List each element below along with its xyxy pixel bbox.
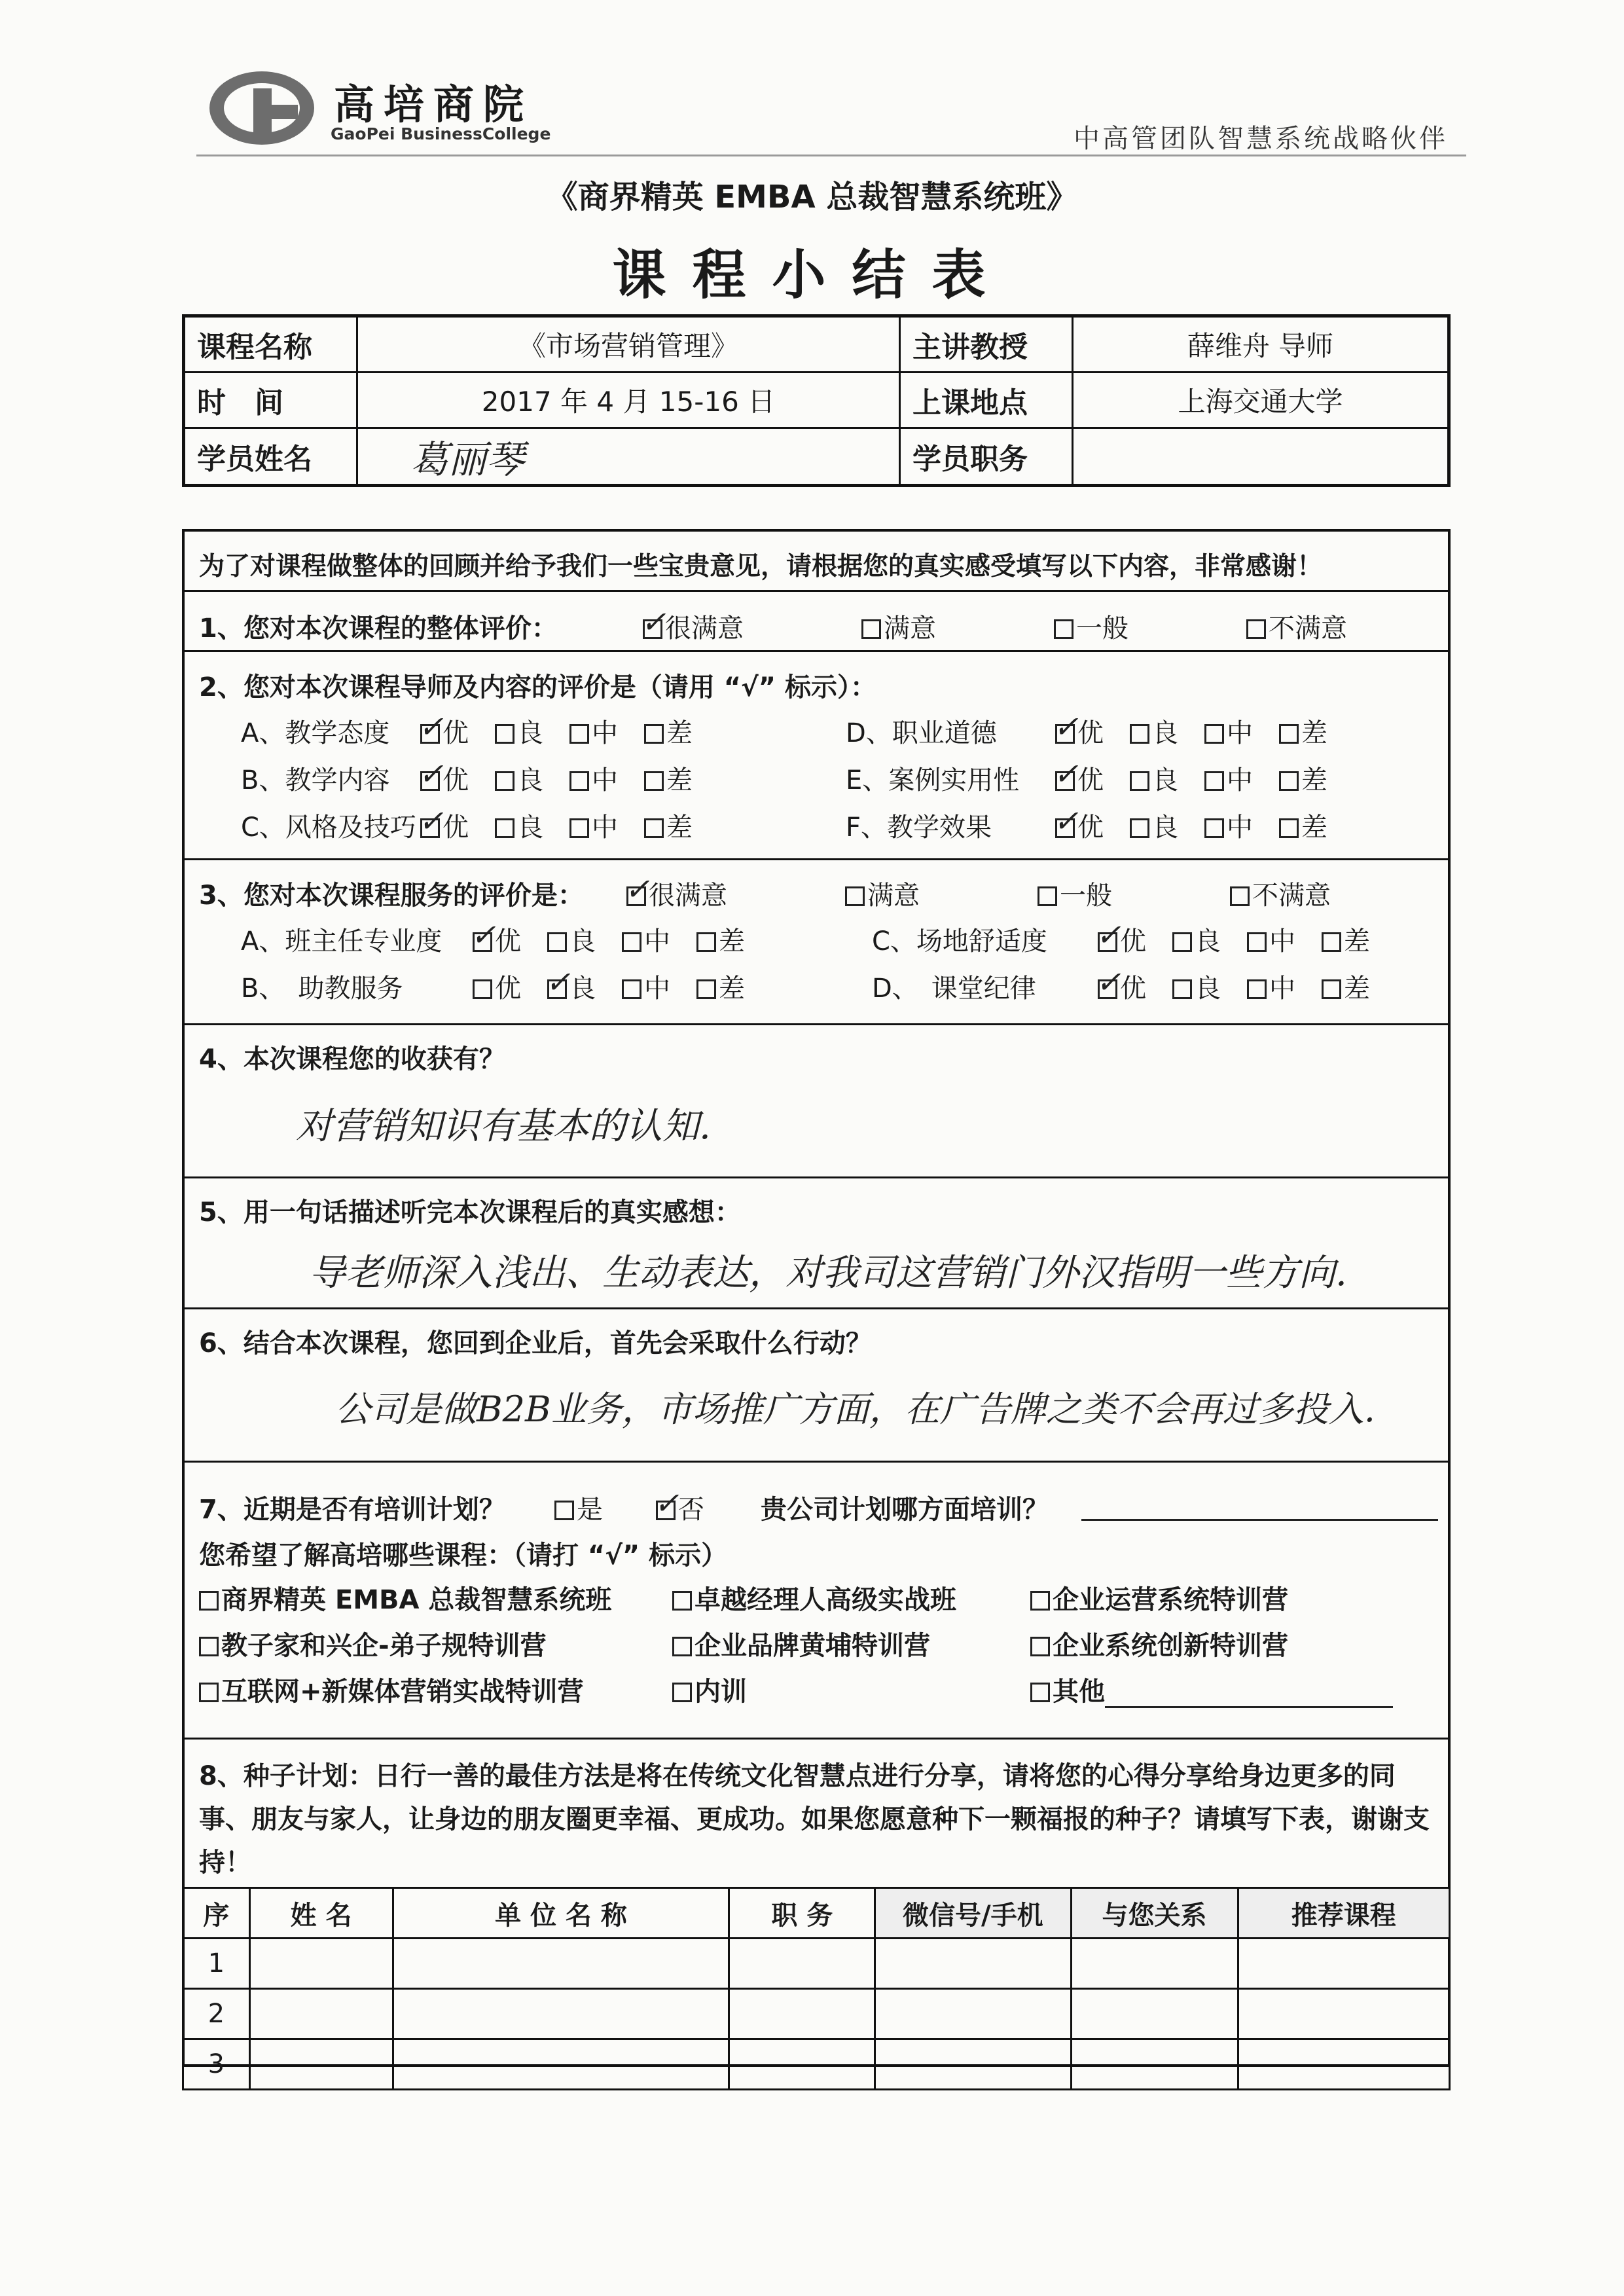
q1-section (185, 592, 1448, 652)
q3rows-right-0-grade-3[interactable] (1322, 926, 1370, 957)
q3rows-left-0-grade-1-label: 良 (569, 926, 596, 957)
q2rows-left-0-grade-2[interactable] (569, 718, 618, 748)
q3rows-right-1-grade-2[interactable] (1247, 974, 1295, 1004)
q3rows-left-label-0: A、班主任专业度 (241, 926, 442, 957)
seed-table-row (183, 2039, 1450, 2090)
q3rows-right-0-grade-2-label: 中 (1269, 926, 1295, 957)
course-option-2-0[interactable] (199, 1671, 584, 1708)
q2rows-right-0-grade-1-checkbox[interactable] (1130, 724, 1149, 744)
q2rows-left-0-grade-0-label: 优 (442, 718, 469, 748)
q5-label: 5、用一句话描述听完本次课程后的真实感想： (199, 1197, 741, 1228)
q8-text: 8、种子计划：日行一善的最佳方法是将在传统文化智慧点进行分享，请将您的心得分享给身边更多的同事、朋友与家人，让身边的朋友圈更幸福、更成功。如果您愿意种下一颗福报的种子？请填写下表，谢谢支持！ (199, 1761, 1430, 1878)
seed-cell[interactable] (1071, 2039, 1238, 2090)
q1opts-option-0[interactable] (643, 613, 744, 644)
q2rows-left-2-grade-2[interactable] (569, 812, 618, 843)
seed-cell[interactable] (249, 1989, 393, 2039)
q2rows-left-0-grade-1[interactable] (495, 718, 543, 748)
seed-row-number: 3 (183, 2039, 250, 2090)
course-checkbox-0-0[interactable] (199, 1591, 219, 1611)
q2rows-left-2-grade-0[interactable] (420, 812, 469, 843)
q2rows-right-0-grade-1[interactable] (1130, 718, 1178, 748)
q2rows-right-2-grade-1-label: 良 (1152, 812, 1178, 843)
q2rows-left-1-grade-2-checkbox[interactable] (569, 771, 589, 791)
q2rows-left-0-grade-0-checkbox[interactable] (420, 724, 440, 744)
q3rows-left-1-grade-0-label: 优 (495, 974, 521, 1004)
q2rows-left-0-grade-3-label: 差 (666, 718, 693, 748)
q2rows-left-1-grade-1[interactable] (495, 765, 543, 795)
q3rows-left-0-grade-2-label: 中 (644, 926, 670, 957)
q3rows-right-1-grade-2-label: 中 (1269, 974, 1295, 1004)
q1-options (643, 608, 1465, 645)
q2rows-right-2-grade-3[interactable] (1279, 812, 1327, 843)
seed-header-6: 推荐课程 (1238, 1888, 1449, 1939)
course-option-0-1[interactable] (672, 1579, 956, 1616)
q2rows-left-0-grade-3-checkbox[interactable] (644, 724, 664, 744)
q2rows-right-1-grade-3-checkbox[interactable] (1279, 771, 1299, 791)
q2-label: 2、您对本次课程导师及内容的评价是（请用 “√” 标示）： (199, 672, 876, 702)
q2rows-right-1-grade-3-label: 差 (1301, 765, 1327, 795)
course-label-2-0: 互联网+新媒体营销实战特训营 (221, 1677, 584, 1707)
seed-cell[interactable] (875, 1939, 1071, 1989)
q1opts-option-2-label: 一般 (1076, 613, 1128, 644)
course-label-0-0: 商界精英 EMBA 总裁智慧系统班 (221, 1585, 612, 1615)
q3rows-right-0-grade-0-checkbox[interactable] (1098, 932, 1117, 952)
seed-header-5: 与您关系 (1071, 1888, 1238, 1939)
q3rows-left-0-grade-1-checkbox[interactable] (547, 932, 567, 952)
q1-label: 1、您对本次课程的整体评价： (199, 613, 558, 644)
q3rows-right-0-grade-1-checkbox[interactable] (1172, 932, 1192, 952)
q2rows-left-1-grade-0[interactable] (420, 765, 469, 795)
q3rows-left-1-grade-3[interactable] (696, 974, 745, 1004)
q2rows-right-1-grade-2-checkbox[interactable] (1204, 771, 1224, 791)
q4-answer[interactable]: 对营销知识有基本的认知. (296, 1105, 711, 1148)
q7-company-blank[interactable] (1081, 1489, 1438, 1521)
course-label-1-1: 企业品牌黄埔特训营 (695, 1631, 930, 1661)
q2rows-left-0-grade-0[interactable] (420, 718, 469, 748)
q3rows-right-0-grade-1[interactable] (1172, 926, 1221, 957)
seed-table-header (183, 1888, 1450, 1939)
q2rows-right-1-grade-0[interactable] (1055, 765, 1104, 795)
course-checkbox-2-0[interactable] (199, 1683, 219, 1702)
q2rows-left-grades-1 (420, 759, 719, 797)
q3rows-left-grades-0 (473, 920, 771, 958)
q5-answer[interactable]: 导老师深入浅出、生动表达，对我司这营销门外汉指明一些方向. (309, 1252, 1347, 1294)
q2rows-left-2-grade-0-label: 优 (442, 812, 469, 843)
q3rows-right-1-grade-0-label: 优 (1120, 974, 1146, 1004)
q2rows-left-label-2: C、风格及技巧 (241, 812, 416, 843)
q3rows-right-0-grade-0-label: 优 (1120, 926, 1146, 957)
q2rows-left-0-grade-1-checkbox[interactable] (495, 724, 514, 744)
course-info-table (182, 314, 1451, 487)
q2rows-left-1-grade-3-checkbox[interactable] (644, 771, 664, 791)
course-checkbox-2-1[interactable] (672, 1683, 692, 1702)
position-value[interactable] (1073, 428, 1449, 486)
time-value[interactable]: 2017 年 4 月 15-16 日 (357, 373, 900, 428)
q2rows-left-0-grade-2-checkbox[interactable] (569, 724, 589, 744)
q1opts-option-3-checkbox[interactable] (1246, 619, 1266, 639)
seed-cell[interactable] (875, 2039, 1071, 2090)
q2rows-right-2-grade-0-checkbox[interactable] (1055, 818, 1075, 838)
q2rows-right-1-grade-2[interactable] (1204, 765, 1253, 795)
q3rows-right-0-grade-3-label: 差 (1344, 926, 1370, 957)
student-name-value[interactable]: 葛丽琴 (357, 428, 900, 486)
seed-cell[interactable] (729, 1989, 875, 2039)
q2rows-left-2-grade-3[interactable] (644, 812, 693, 843)
q2rows-left-1-grade-0-label: 优 (442, 765, 469, 795)
q3opts-option-2[interactable] (1038, 881, 1112, 911)
q2rows-right-2-grade-2-checkbox[interactable] (1204, 818, 1224, 838)
q6-answer[interactable]: 公司是做B2B业务，市场推广方面，在广告牌之类不会再过多投入. (335, 1389, 1375, 1430)
q2rows-right-label-1: E、案例实用性 (846, 765, 1020, 795)
q1opts-option-3[interactable] (1246, 613, 1347, 644)
q2rows-right-1-grade-1[interactable] (1130, 765, 1178, 795)
q2rows-right-1-grade-1-checkbox[interactable] (1130, 771, 1149, 791)
seed-cell[interactable] (393, 2039, 729, 2090)
seed-row-number: 1 (183, 1939, 250, 1989)
seed-cell[interactable] (393, 1939, 729, 1989)
q2rows-right-0-grade-3[interactable] (1279, 718, 1327, 748)
q2rows-left-2-grade-3-checkbox[interactable] (644, 818, 664, 838)
q3rows-right-1-grade-3[interactable] (1322, 974, 1370, 1004)
q3rows-right-1-grade-2-checkbox[interactable] (1247, 979, 1267, 999)
seed-header-0: 序 (183, 1888, 250, 1939)
seed-cell[interactable] (249, 2039, 393, 2090)
q2rows-left-1-grade-0-checkbox[interactable] (420, 771, 440, 791)
course-checkbox-0-1[interactable] (672, 1591, 692, 1611)
q3-section (185, 860, 1448, 1025)
student-name-label: 学员姓名 (184, 428, 357, 486)
q2rows-left-2-grade-2-checkbox[interactable] (569, 818, 589, 838)
q2rows-right-0-grade-0[interactable] (1055, 718, 1104, 748)
q3rows-left-0-grade-0-checkbox[interactable] (473, 932, 492, 952)
q3rows-right-1-grade-1-label: 良 (1195, 974, 1221, 1004)
q1opts-option-0-checkbox[interactable] (643, 619, 662, 639)
q3rows-left-grades-1 (473, 968, 771, 1005)
q3opts-option-1-label: 满意 (867, 881, 920, 911)
course-option-0-2[interactable] (1030, 1579, 1288, 1616)
q2rows-right-0-grade-0-label: 优 (1077, 718, 1104, 748)
q2rows-right-label-2: F、教学效果 (846, 812, 992, 843)
seed-cell[interactable] (729, 1939, 875, 1989)
q2-section (185, 652, 1448, 860)
q1opts-option-3-label: 不满意 (1269, 613, 1347, 644)
q3rows-left-1-grade-0-checkbox[interactable] (473, 979, 492, 999)
seed-header-1: 姓 名 (249, 1888, 393, 1939)
course-name-value[interactable]: 《市场营销管理》 (357, 316, 900, 373)
course-option-1-1[interactable] (672, 1625, 930, 1662)
q3rows-right-0-grade-1-label: 良 (1195, 926, 1221, 957)
course-label-2-2: 其他 (1053, 1677, 1105, 1707)
q2rows-left-1-grade-3-label: 差 (666, 765, 693, 795)
q2rows-right-0-grade-1-label: 良 (1152, 718, 1178, 748)
q3rows-left-1-grade-0[interactable] (473, 974, 521, 1004)
q2rows-left-2-grade-2-label: 中 (592, 812, 618, 843)
q7-company-label: 贵公司计划哪方面培训？ (761, 1495, 1049, 1525)
course-label-0-1: 卓越经理人高级实战班 (695, 1585, 956, 1615)
q2rows-right-1-grade-0-checkbox[interactable] (1055, 771, 1075, 791)
q3rows-left-1-grade-1[interactable] (547, 974, 596, 1004)
q2rows-left-1-grade-3[interactable] (644, 765, 693, 795)
seed-cell[interactable] (729, 2039, 875, 2090)
q6-section (185, 1309, 1448, 1463)
course-label-0-2: 企业运营系统特训营 (1053, 1585, 1288, 1615)
q3rows-left-0-grade-3[interactable] (696, 926, 745, 957)
seed-cell[interactable] (1238, 2039, 1449, 2090)
course-option-2-1[interactable] (672, 1671, 747, 1708)
seed-cell[interactable] (875, 1989, 1071, 2039)
seed-header-3: 职 务 (729, 1888, 875, 1939)
q2rows-right-grades-1 (1055, 759, 1354, 797)
q3rows-left-1-grade-3-checkbox[interactable] (696, 979, 716, 999)
seed-header-2: 单 位 名 称 (393, 1888, 729, 1939)
q2rows-left-2-grade-1-checkbox[interactable] (495, 818, 514, 838)
q7-yes-option[interactable] (554, 1489, 603, 1526)
q3opts-option-0-checkbox[interactable] (626, 886, 646, 906)
q1opts-option-2[interactable] (1054, 613, 1128, 644)
seed-cell[interactable] (1238, 1939, 1449, 1989)
q3rows-right-1-grade-3-checkbox[interactable] (1322, 979, 1341, 999)
q2rows-left-0-grade-2-label: 中 (592, 718, 618, 748)
college-logo (206, 69, 317, 147)
q2rows-right-0-grade-0-checkbox[interactable] (1055, 724, 1075, 744)
course-option-0-0[interactable] (199, 1579, 611, 1616)
q2rows-left-2-grade-1-label: 良 (517, 812, 543, 843)
q3rows-right-1-grade-1-checkbox[interactable] (1172, 979, 1192, 999)
course-label-1-2: 企业系统创新特训营 (1053, 1631, 1288, 1661)
header-divider (196, 155, 1466, 156)
q7-courses-label: 您希望了解高培哪些课程：（请打 “√” 标示） (199, 1540, 728, 1571)
q3opts-option-1[interactable] (845, 881, 920, 911)
course-label-1-0: 教子家和兴企-弟子规特训营 (221, 1631, 547, 1661)
q3rows-left-1-grade-3-label: 差 (719, 974, 745, 1004)
q3opts-option-3-checkbox[interactable] (1230, 886, 1250, 906)
seed-cell[interactable] (249, 1939, 393, 1989)
program-title: 《商界精英 EMBA 总裁智慧系统班》 (546, 179, 1078, 215)
q2rows-left-1-grade-2-label: 中 (592, 765, 618, 795)
q3opts-option-3-label: 不满意 (1252, 881, 1331, 911)
seed-row-number: 2 (183, 1989, 250, 2039)
seed-cell[interactable] (393, 1989, 729, 2039)
q5-section (185, 1178, 1448, 1309)
course-option-2-2[interactable] (1030, 1671, 1393, 1708)
q2rows-right-2-grade-2[interactable] (1204, 812, 1253, 843)
q3rows-left-1-grade-2-checkbox[interactable] (622, 979, 641, 999)
q7-yes-label: 是 (577, 1495, 603, 1525)
intro-text: 为了对课程做整体的回顾并给予我们一些宝贵意见，请根据您的真实感受填写以下内容，非常感谢！ (199, 552, 1323, 581)
q6-label: 6、结合本次课程，您回到企业后，首先会采取什么行动？ (199, 1328, 872, 1358)
other-course-blank[interactable] (1105, 1680, 1393, 1708)
location-value[interactable]: 上海交通大学 (1073, 373, 1449, 428)
q3-options (626, 875, 1449, 912)
q2rows-right-2-grade-1[interactable] (1130, 812, 1178, 843)
q3rows-left-1-grade-2-label: 中 (644, 974, 670, 1004)
q3opts-option-2-label: 一般 (1060, 881, 1112, 911)
q3rows-right-label-0: C、场地舒适度 (872, 926, 1047, 957)
q2rows-right-1-grade-1-label: 良 (1152, 765, 1178, 795)
q2rows-left-0-grade-3[interactable] (644, 718, 693, 748)
q2rows-right-2-grade-0[interactable] (1055, 812, 1104, 843)
q2rows-left-1-grade-1-label: 良 (517, 765, 543, 795)
q2rows-left-2-grade-1[interactable] (495, 812, 543, 843)
course-option-1-2[interactable] (1030, 1625, 1288, 1662)
q7-no-checkbox[interactable] (656, 1501, 676, 1520)
q3rows-right-1-grade-0-checkbox[interactable] (1098, 979, 1117, 999)
q2rows-left-1-grade-2[interactable] (569, 765, 618, 795)
q3rows-left-0-grade-2-checkbox[interactable] (622, 932, 641, 952)
q3opts-option-1-checkbox[interactable] (845, 886, 865, 906)
intro-section (185, 532, 1448, 592)
seed-cell[interactable] (1238, 1989, 1449, 2039)
course-name-label: 课程名称 (184, 316, 357, 373)
professor-label: 主讲教授 (900, 316, 1073, 373)
q3rows-left-0-grade-2[interactable] (622, 926, 670, 957)
q7-no-option[interactable] (656, 1489, 704, 1526)
q2rows-right-label-0: D、职业道德 (846, 718, 997, 748)
q3rows-right-0-grade-3-checkbox[interactable] (1322, 932, 1341, 952)
course-checkbox-1-1[interactable] (672, 1637, 692, 1656)
q3rows-left-0-grade-1[interactable] (547, 926, 596, 957)
q2rows-right-2-grade-1-checkbox[interactable] (1130, 818, 1149, 838)
q7-section (185, 1463, 1448, 1740)
q3opts-option-0-label: 很满意 (649, 881, 727, 911)
q2rows-right-1-grade-3[interactable] (1279, 765, 1327, 795)
professor-value[interactable]: 薛维舟 导师 (1073, 316, 1449, 373)
tagline: 中高管团队智慧系统战略伙伴 (1074, 124, 1448, 154)
q2rows-right-1-grade-2-label: 中 (1227, 765, 1253, 795)
course-checkbox-1-2[interactable] (1030, 1637, 1050, 1656)
q2rows-right-2-grade-3-label: 差 (1301, 812, 1327, 843)
q2rows-right-grades-2 (1055, 807, 1354, 844)
seed-header-4: 微信号/手机 (875, 1888, 1071, 1939)
q2rows-right-grades-0 (1055, 712, 1354, 750)
q2rows-left-label-1: B、教学内容 (241, 765, 390, 795)
q7-yes-checkbox[interactable] (554, 1501, 574, 1520)
q4-label: 4、本次课程您的收获有？ (199, 1044, 505, 1074)
q2rows-right-2-grade-3-checkbox[interactable] (1279, 818, 1299, 838)
seed-cell[interactable] (1071, 1939, 1238, 1989)
course-checkbox-2-2[interactable] (1030, 1683, 1050, 1702)
form-title: 课程小结表 (612, 244, 1012, 306)
q3rows-left-label-1: B、 助教服务 (241, 974, 403, 1004)
q2rows-right-0-grade-3-label: 差 (1301, 718, 1327, 748)
q1opts-option-1[interactable] (861, 613, 936, 644)
q2rows-left-label-0: A、教学态度 (241, 718, 390, 748)
q1opts-option-0-label: 很满意 (665, 613, 744, 644)
q2rows-left-2-grade-3-label: 差 (666, 812, 693, 843)
q3rows-right-1-grade-0[interactable] (1098, 974, 1146, 1004)
q2rows-right-0-grade-3-checkbox[interactable] (1279, 724, 1299, 744)
q2rows-right-2-grade-2-label: 中 (1227, 812, 1253, 843)
location-label: 上课地点 (900, 373, 1073, 428)
position-label: 学员职务 (900, 428, 1073, 486)
seed-table-row (183, 1989, 1450, 2039)
q2rows-right-0-grade-2-checkbox[interactable] (1204, 724, 1224, 744)
seed-cell[interactable] (1071, 1989, 1238, 2039)
q3rows-right-grades-0 (1098, 920, 1396, 958)
q2rows-left-grades-0 (420, 712, 719, 750)
q3rows-right-label-1: D、 课堂纪律 (872, 974, 1036, 1004)
q1opts-option-1-label: 满意 (884, 613, 936, 644)
q2rows-right-2-grade-0-label: 优 (1077, 812, 1104, 843)
q7-no-label: 否 (678, 1495, 704, 1525)
course-option-1-0[interactable] (199, 1625, 547, 1662)
q3rows-left-0-grade-0-label: 优 (495, 926, 521, 957)
brand-name-en: GaoPei BusinessCollege (331, 124, 551, 143)
q7-label: 7、近期是否有培训计划？ (199, 1495, 505, 1525)
q3rows-right-0-grade-2-checkbox[interactable] (1247, 932, 1267, 952)
time-label: 时 间 (184, 373, 357, 428)
q2rows-right-0-grade-2[interactable] (1204, 718, 1253, 748)
q3rows-right-1-grade-3-label: 差 (1344, 974, 1370, 1004)
q1opts-option-1-checkbox[interactable] (861, 619, 881, 639)
q3rows-right-0-grade-0[interactable] (1098, 926, 1146, 957)
q1opts-option-2-checkbox[interactable] (1054, 619, 1074, 639)
course-label-2-1: 内训 (695, 1677, 747, 1707)
q2rows-right-1-grade-0-label: 优 (1077, 765, 1104, 795)
q3opts-option-3[interactable] (1230, 881, 1331, 911)
q2rows-right-0-grade-2-label: 中 (1227, 718, 1253, 748)
q3rows-left-0-grade-3-label: 差 (719, 926, 745, 957)
q4-section (185, 1025, 1448, 1178)
q3opts-option-2-checkbox[interactable] (1038, 886, 1057, 906)
course-checkbox-1-0[interactable] (199, 1637, 219, 1656)
q2rows-left-0-grade-1-label: 良 (517, 718, 543, 748)
q3rows-right-1-grade-1[interactable] (1172, 974, 1221, 1004)
brand-name-cn: 高培商院 (334, 81, 533, 128)
seed-plan-table (182, 1887, 1451, 2090)
course-checkbox-0-2[interactable] (1030, 1591, 1050, 1611)
q3rows-left-0-grade-3-checkbox[interactable] (696, 932, 716, 952)
q3rows-right-0-grade-2[interactable] (1247, 926, 1295, 957)
q2rows-left-2-grade-0-checkbox[interactable] (420, 818, 440, 838)
q2rows-left-1-grade-1-checkbox[interactable] (495, 771, 514, 791)
q3rows-right-grades-1 (1098, 968, 1396, 1005)
q3-label: 3、您对本次课程服务的评价是： (199, 881, 584, 911)
q3rows-left-1-grade-2[interactable] (622, 974, 670, 1004)
q3rows-left-1-grade-1-label: 良 (569, 974, 596, 1004)
survey-box (182, 529, 1451, 2079)
q2rows-left-grades-2 (420, 807, 719, 844)
q3rows-left-0-grade-0[interactable] (473, 926, 521, 957)
q3opts-option-0[interactable] (626, 881, 727, 911)
seed-table-row (183, 1939, 1450, 1989)
q3rows-left-1-grade-1-checkbox[interactable] (547, 979, 567, 999)
